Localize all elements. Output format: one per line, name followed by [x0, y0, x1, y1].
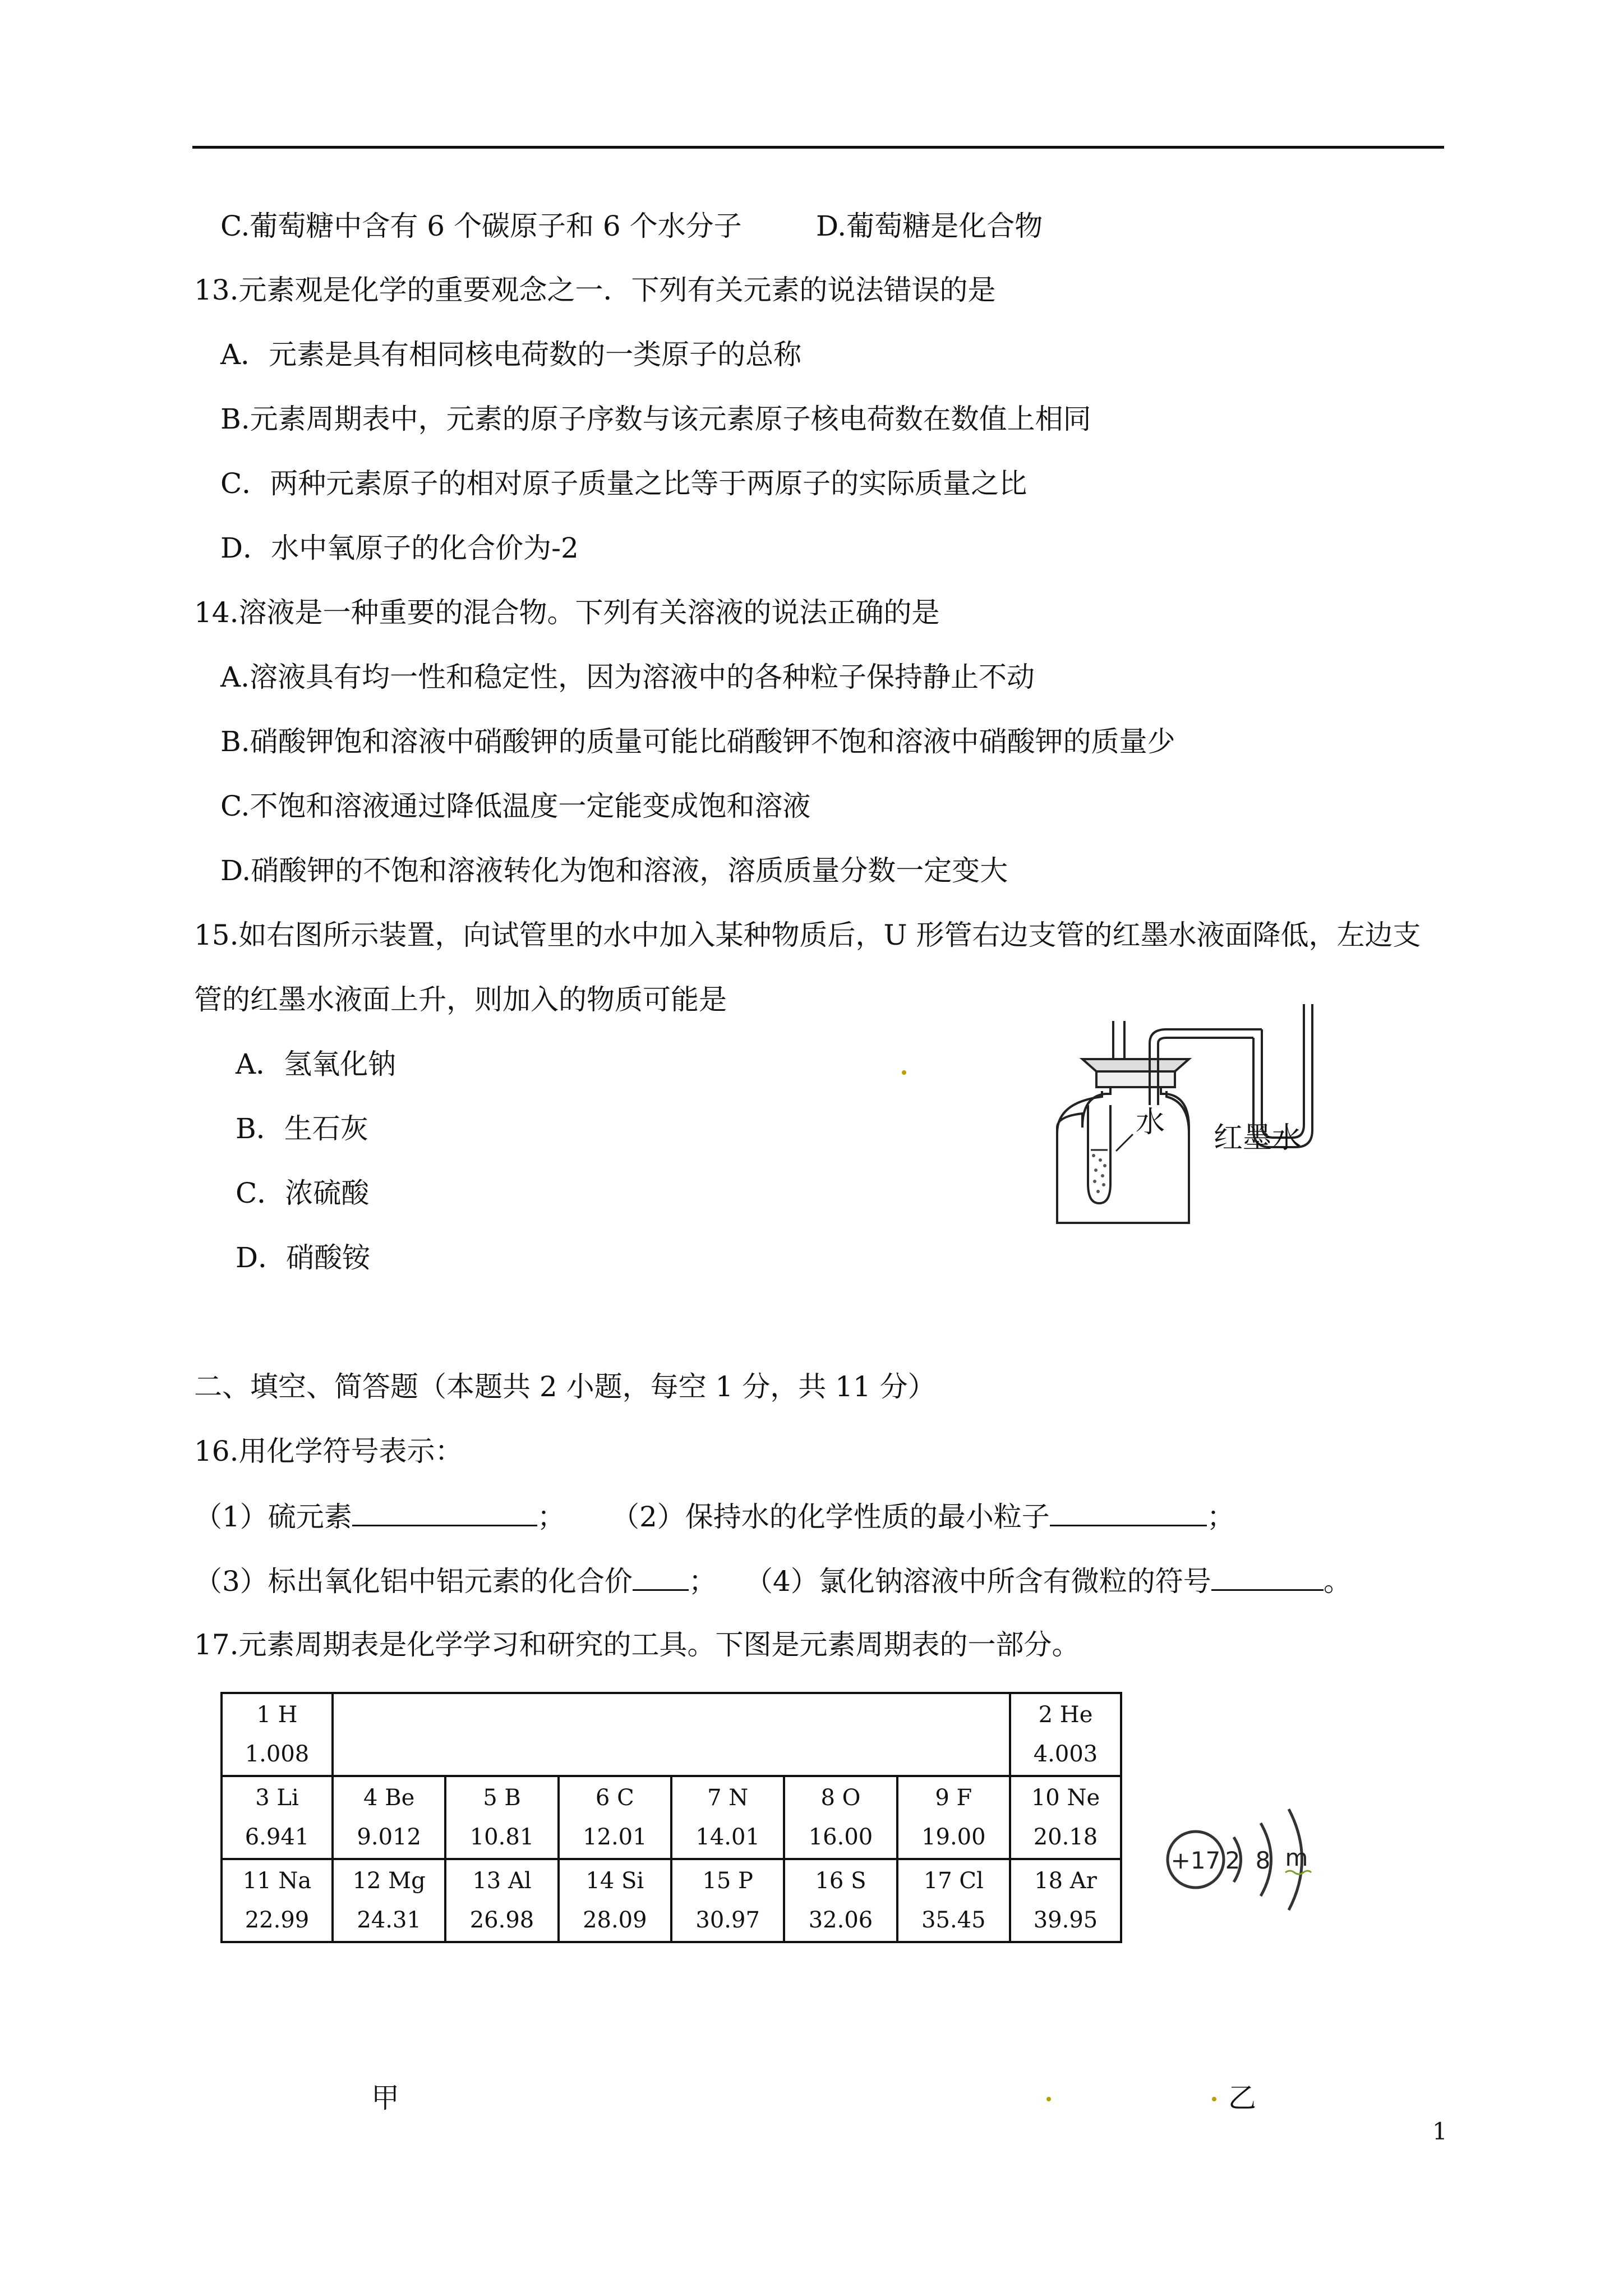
question-16-3 [194, 1563, 717, 1598]
punct: ； [537, 1501, 565, 1533]
element-cell: 5 B 10.81 [445, 1776, 558, 1859]
red-ink-label: 红墨水 [1214, 1121, 1302, 1155]
element-cell: 17 Cl 35.45 [897, 1859, 1010, 1942]
element-cell: 6 C 12.01 [559, 1776, 671, 1859]
element-cell: 8 O 16.00 [784, 1776, 897, 1859]
element-cell: 7 N 14.01 [671, 1776, 784, 1859]
speck [1212, 2097, 1216, 2101]
question-17: 17.元素周期表是化学学习和研究的工具。下图是元素周期表的一部分。 [194, 1628, 1080, 1661]
nucleus-charge: +17 [1170, 1847, 1221, 1874]
caption-yi: 乙 [1228, 2082, 1256, 2114]
answer-blank-2[interactable] [1050, 1499, 1207, 1526]
punct: 。 [1323, 1565, 1352, 1598]
question-16-1-text: （1）硫元素 [194, 1501, 352, 1533]
atom-structure-diagram [1161, 1784, 1346, 1930]
element-cell: 13 Al 26.98 [445, 1859, 558, 1942]
option-13a: A．元素是具有相同核电荷数的一类原子的总称 [220, 338, 802, 371]
header-rule [192, 146, 1444, 149]
question-16: 16.用化学符号表示： [194, 1435, 463, 1467]
test-tube [1088, 1105, 1110, 1203]
element-cell: 10 Ne 20.18 [1010, 1776, 1121, 1859]
option-14b: B.硝酸钾饱和溶液中硝酸钾的质量可能比硝酸钾不饱和溶液中硝酸钾的质量少 [220, 725, 1175, 758]
option-14a: A.溶液具有均一性和稳定性，因为溶液中的各种粒子保持静止不动 [220, 661, 1035, 693]
option-12c: C.葡萄糖中含有 6 个碳原子和 6 个水分子 [220, 210, 742, 242]
question-16-4-text: （4）氯化钠溶液中所含有微粒的符号 [745, 1565, 1211, 1598]
element-cell: 11 Na 22.99 [222, 1859, 333, 1942]
table-row [222, 1859, 1121, 1942]
option-15b: B．生石灰 [236, 1112, 368, 1145]
question-16-1 [194, 1499, 565, 1534]
option-13d: D．水中氧原子的化合价为-2 [220, 532, 579, 564]
page-number: 1 [1432, 2118, 1447, 2145]
speck [902, 1070, 906, 1075]
element-cell: 9 F 19.00 [897, 1776, 1010, 1859]
question-15-continued: 管的红墨水液面上升，则加入的物质可能是 [194, 983, 727, 1016]
element-cell: 12 Mg 24.31 [333, 1859, 445, 1942]
water-label: 水 [1136, 1106, 1165, 1139]
table-gap [333, 1693, 1010, 1776]
element-cell: 14 Si 28.09 [559, 1859, 671, 1942]
question-16-2 [611, 1499, 1235, 1534]
bottle-outline [1057, 1077, 1189, 1223]
question-16-2-text: （2）保持水的化学性质的最小粒子 [611, 1501, 1050, 1533]
question-15: 15.如右图所示装置，向试管里的水中加入某种物质后，U 形管右边支管的红墨水液面降低，左边支 [194, 919, 1421, 951]
option-15d: D．硝酸铵 [236, 1241, 371, 1274]
table-row [222, 1776, 1121, 1859]
element-cell: 16 S 32.06 [784, 1859, 897, 1942]
answer-blank-1[interactable] [352, 1499, 537, 1526]
speck [1046, 2097, 1051, 2101]
question-14: 14.溶液是一种重要的混合物。下列有关溶液的说法正确的是 [194, 596, 940, 629]
question-13: 13.元素观是化学的重要观念之一．下列有关元素的说法错误的是 [194, 274, 996, 306]
element-cell: 18 Ar 39.95 [1010, 1859, 1121, 1942]
shell-3-electrons: m [1285, 1844, 1308, 1871]
option-15c: C．浓硫酸 [236, 1177, 370, 1209]
caption-jia: 甲 [371, 2082, 399, 2114]
answer-blank-3[interactable] [633, 1563, 689, 1591]
periodic-table [220, 1692, 1122, 1943]
option-13b: B.元素周期表中，元素的原子序数与该元素原子核电荷数在数值上相同 [220, 403, 1091, 435]
element-cell: 2 He 4.003 [1010, 1693, 1121, 1776]
option-15a: A．氢氧化钠 [236, 1048, 396, 1080]
punct: ； [688, 1565, 717, 1598]
option-14d: D.硝酸钾的不饱和溶液转化为饱和溶液，溶质质量分数一定变大 [220, 854, 1008, 887]
option-12d: D.葡萄糖是化合物 [816, 210, 1043, 242]
answer-blank-4[interactable] [1211, 1563, 1324, 1591]
element-cell: 1 H 1.008 [222, 1693, 333, 1776]
stopper [1082, 1059, 1189, 1071]
question-16-4 [745, 1563, 1352, 1598]
question-16-3-text: （3）标出氧化铝中铝元素的化合价 [194, 1565, 633, 1598]
element-cell: 15 P 30.97 [671, 1859, 784, 1942]
shell-1-electrons: 2 [1225, 1847, 1241, 1874]
element-cell: 4 Be 9.012 [333, 1776, 445, 1859]
option-14c: C.不饱和溶液通过降低温度一定能变成饱和溶液 [220, 790, 811, 822]
element-cell: 3 Li 6.941 [222, 1776, 333, 1859]
punct: ； [1206, 1501, 1235, 1533]
table-row [222, 1693, 1121, 1776]
section-2-title: 二、填空、简答题（本题共 2 小题，每空 1 分，共 11 分） [194, 1370, 936, 1403]
option-13c: C．两种元素原子的相对原子质量之比等于两原子的实际质量之比 [220, 467, 1027, 500]
shell-2-electrons: 8 [1255, 1847, 1271, 1874]
apparatus-diagram [1049, 987, 1340, 1234]
